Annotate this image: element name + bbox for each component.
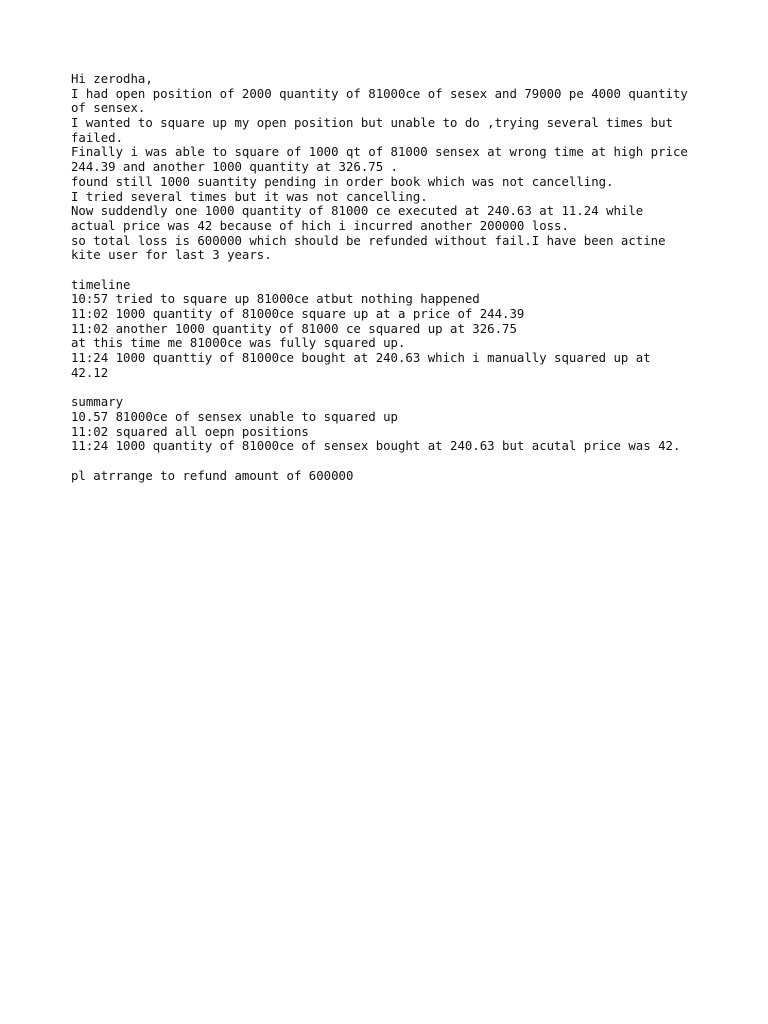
body-line: of sensex. [71,101,146,116]
timeline-entry: 11:02 1000 quantity of 81000ce square up at a price of 244.39 [71,307,525,321]
body-line: I wanted to square up my open position but unable to do ,trying several times but [71,116,673,131]
summary-entry: 10.57 81000ce of sensex unable to squared up [71,409,398,424]
timeline-entry: 11:02 another 1000 quantity of 81000 ce squared up at 326.75 [71,321,517,336]
body-line: I had open position of 2000 quantity of 81000ce of sesex and 79000 pe 4000 quantity [71,86,688,101]
timeline-section [71,278,731,381]
blank-line [71,263,731,278]
timeline-entry: at this time me 81000ce was fully squared up. [71,336,406,351]
summary-entry: 11:24 1000 quantity of 81000ce of sensex bought at 240.63 but acutal price was 42. [71,439,681,454]
timeline-entry: 11:24 1000 quanttiy of 81000ce bought at 240.63 which i manually squared up at [71,351,651,366]
body-line: kite user for last 3 years. [71,248,272,263]
summary-entry: 11:02 squared all oepn positions [71,424,309,439]
body-line: Finally i was able to square of 1000 qt of 81000 sensex at wrong time at high price [71,145,688,160]
timeline-entry: 42.12 [71,365,109,380]
closing-line: pl atrrange to refund amount of 600000 [71,468,354,483]
body-line: I tried several times but it was not cancelling. [71,189,428,204]
document-page [71,72,731,483]
body-line: found still 1000 suantity pending in order book which was not cancelling. [71,174,614,189]
complaint-body [71,87,731,263]
timeline-heading: timeline [71,277,131,292]
body-line: failed. [71,130,124,145]
body-line: so total loss is 600000 which should be refunded without fail.I have been actine [71,233,666,248]
blank-line [71,380,731,395]
greeting-line: Hi zerodha, [71,72,153,86]
blank-line [71,454,731,469]
summary-section [71,395,731,454]
body-line: actual price was 42 because of hich i incurred another 200000 loss. [71,218,569,233]
summary-heading: summary [71,395,124,410]
body-line: Now suddendly one 1000 quantity of 81000 ce executed at 240.63 at 11.24 while [71,204,644,219]
timeline-entry: 10:57 tried to square up 81000ce atbut nothing happened [71,292,480,307]
body-line: 244.39 and another 1000 quantity at 326.75 . [71,160,398,175]
